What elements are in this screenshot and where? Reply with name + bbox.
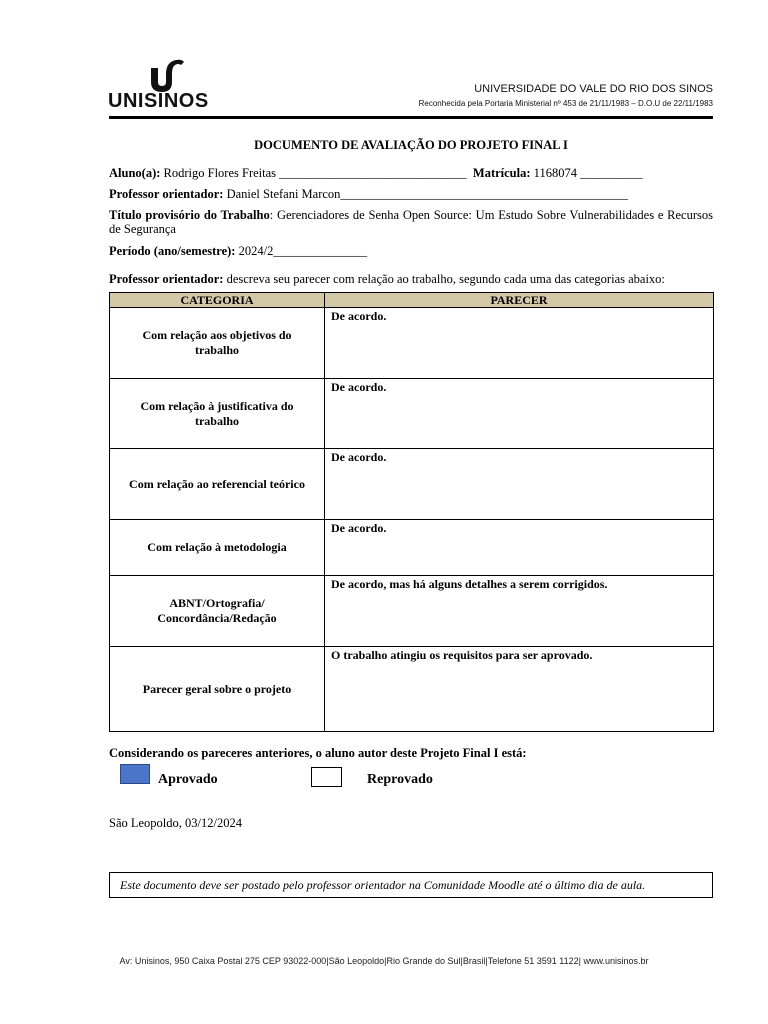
category-cell: ABNT/Ortografia/ Concordância/Redação <box>110 576 325 647</box>
work-title-label: Título provisório do Trabalho <box>109 208 270 222</box>
student-label: Aluno(a): <box>109 166 161 180</box>
place-date: São Leopoldo, 03/12/2024 <box>109 816 242 830</box>
column-header-opinion: PARECER <box>325 293 714 308</box>
recognition-text: Reconhecida pela Portaria Ministerial nº 453 de 21/11/1983 – D.O.U de 22/11/1983 <box>418 99 713 108</box>
category-cell: Com relação à justificativa do trabalho <box>110 379 325 449</box>
opinion-cell[interactable]: De acordo. <box>325 520 714 576</box>
opinion-cell[interactable]: O trabalho atingiu os requisitos para ser aprovado. <box>325 647 714 732</box>
period-value: 2024/2_______________ <box>238 244 368 258</box>
category-cell: Com relação ao referencial teórico <box>110 449 325 520</box>
note-box <box>109 872 713 898</box>
table-row <box>110 520 714 576</box>
table-row <box>110 449 714 520</box>
footer-address: Av: Unisinos, 950 Caixa Postal 275 CEP 93022-000|São Leopoldo|Rio Grande do Sul|Brasil|Telefone 51 3591 1122| www.unisinos.br <box>119 956 649 966</box>
unisinos-logo <box>108 56 218 116</box>
category-cell: Com relação à metodologia <box>110 520 325 576</box>
opinion-cell[interactable]: De acordo. <box>325 379 714 449</box>
advisor-label: Professor orientador: <box>109 187 224 201</box>
note-text: Este documento deve ser postado pelo professor orientador na Comunidade Moodle até o último dia de aula. <box>120 878 646 892</box>
work-title-line <box>109 208 713 236</box>
table-header-row <box>110 293 714 308</box>
work-title-value: : Gerenciadores de Senha Open Source: Um Estudo Sobre Vulnerabilidades e Recursos de Segurança <box>109 208 713 236</box>
instruction-line <box>109 272 713 286</box>
table-row <box>110 576 714 647</box>
column-header-category: CATEGORIA <box>110 293 325 308</box>
registration-value: 1168074 __________ <box>533 166 643 180</box>
table-row <box>110 308 714 379</box>
opinion-cell[interactable]: De acordo, mas há alguns detalhes a serem corrigidos. <box>325 576 714 647</box>
category-cell: Parecer geral sobre o projeto <box>110 647 325 732</box>
category-cell: Com relação aos objetivos do trabalho <box>110 308 325 379</box>
approved-label: Aprovado <box>158 772 218 787</box>
student-line <box>109 166 713 180</box>
university-name: UNIVERSIDADE DO VALE DO RIO DOS SINOS <box>474 83 713 95</box>
rejected-checkbox[interactable] <box>311 767 342 787</box>
period-label: Período (ano/semestre): <box>109 244 236 258</box>
instruction-label: Professor orientador: <box>109 272 224 286</box>
period-line <box>109 244 713 258</box>
logo-text: UNISINOS <box>108 90 209 112</box>
opinion-cell[interactable]: De acordo. <box>325 449 714 520</box>
advisor-line <box>109 187 713 201</box>
registration-label: Matrícula: <box>472 166 531 180</box>
result-question: Considerando os pareceres anteriores, o aluno autor deste Projeto Final I está: <box>109 746 527 760</box>
unisinos-logo-mark-icon <box>148 56 188 92</box>
instruction-value: descreva seu parecer com relação ao trabalho, segundo cada uma das categorias abaixo: <box>226 272 665 286</box>
document-title: DOCUMENTO DE AVALIAÇÃO DO PROJETO FINAL I <box>254 138 568 152</box>
table-row <box>110 379 714 449</box>
table-row <box>110 647 714 732</box>
advisor-value: Daniel Stefani Marcon______________________________________________ <box>226 187 628 201</box>
rejected-label: Reprovado <box>367 772 433 787</box>
approved-checkbox[interactable] <box>120 764 150 784</box>
header-divider <box>109 116 713 119</box>
evaluation-table <box>109 292 714 732</box>
student-value: Rodrigo Flores Freitas ______________________________ <box>163 166 467 180</box>
opinion-cell[interactable]: De acordo. <box>325 308 714 379</box>
